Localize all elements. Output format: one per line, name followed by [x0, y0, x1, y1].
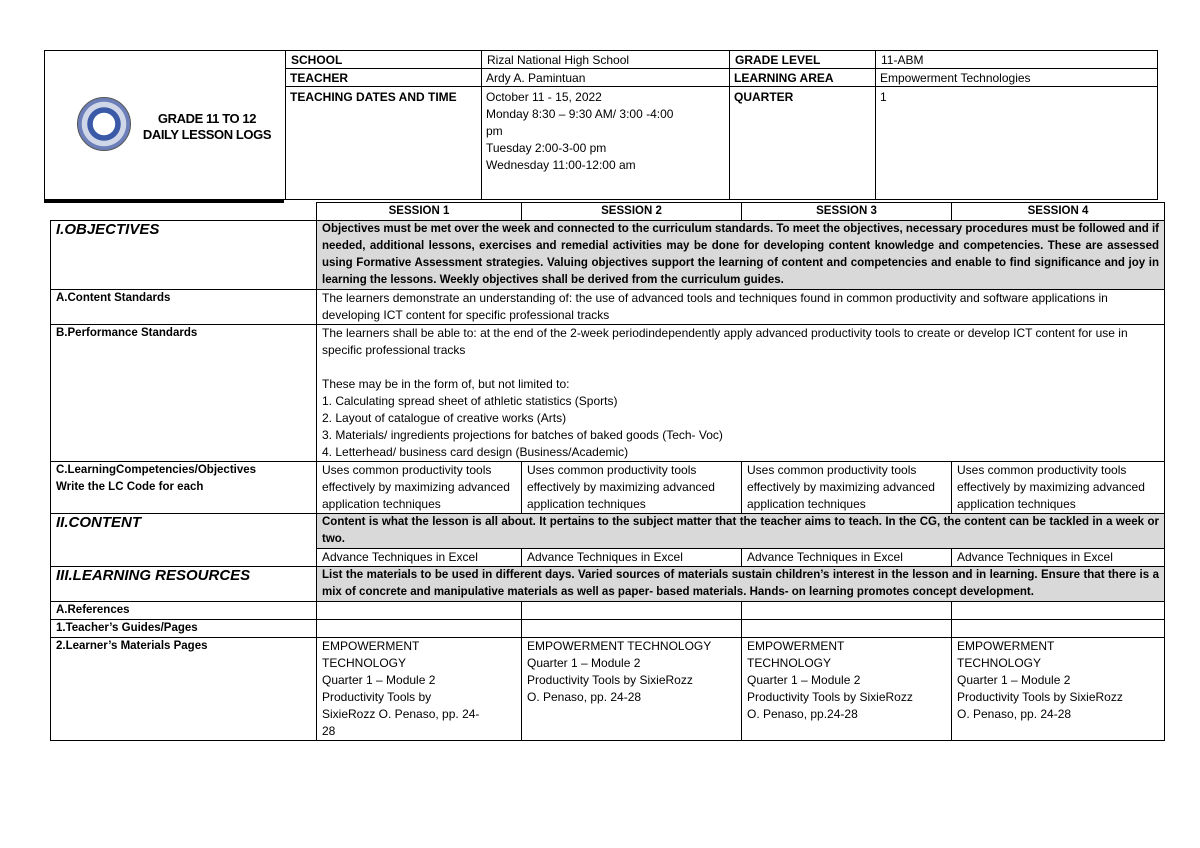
learning-area-label: LEARNING AREA — [734, 71, 834, 85]
dates-line: Wednesday 11:00-12:00 am — [486, 158, 636, 172]
resources-note: List the materials to be used in different days. Varied sources of materials sustain children’s interest in the lesson and in learning. Ensure that there is a mix of concrete and manipulative materials as well as paper- based materials. Hands- on learning promotes concept development. — [317, 567, 1165, 602]
lesson-log-table — [50, 202, 1165, 741]
content-session-2: Advance Techniques in Excel — [522, 549, 742, 567]
empty-cell — [952, 602, 1165, 620]
dates-label: TEACHING DATES AND TIME — [290, 90, 457, 104]
content-standards-label: A.Content Standards — [51, 290, 317, 325]
learners-materials-row — [51, 638, 1165, 741]
session-1-header: SESSION 1 — [317, 203, 522, 221]
material-line: EMPOWERMENT — [747, 639, 845, 653]
competencies-label — [51, 462, 317, 514]
teacher-value: Ardy A. Pamintuan — [486, 71, 586, 85]
quarter-value: 1 — [880, 90, 887, 104]
resources-label: III.LEARNING RESOURCES — [51, 567, 317, 602]
learning-area-value: Empowerment Technologies — [880, 71, 1031, 85]
empty-cell — [742, 620, 952, 638]
objectives-row — [51, 221, 1165, 290]
learners-materials-session-2 — [522, 638, 742, 741]
grade-level-label: GRADE LEVEL — [729, 51, 875, 70]
dates-value — [481, 88, 729, 175]
performance-item: 4. Letterhead/ business card design (Business/Academic) — [322, 445, 629, 459]
empty-cell — [952, 620, 1165, 638]
material-line: Productivity Tools by SixieRozz — [527, 673, 693, 687]
empty-cell — [742, 602, 952, 620]
dates-line: Monday 8:30 – 9:30 AM/ 3:00 -4:00 — [486, 107, 674, 121]
teachers-guides-label: 1.Teacher’s Guides/Pages — [51, 620, 317, 638]
empty-cell — [522, 620, 742, 638]
teacher-label: TEACHER — [290, 71, 349, 85]
grade-level-value: 11-ABM — [875, 51, 1157, 70]
performance-lead: These may be in the form of, but not limited to: — [322, 377, 570, 391]
competencies-label-line1: C.LearningCompetencies/Objectives — [56, 464, 257, 476]
dates-line: Tuesday 2:00-3-00 pm — [486, 141, 607, 155]
performance-standards-label: B.Performance Standards — [51, 325, 317, 462]
performance-standards-text — [317, 325, 1165, 462]
learners-materials-label: 2.Learner’s Materials Pages — [51, 638, 317, 741]
resources-row — [51, 567, 1165, 602]
material-line: Quarter 1 – Module 2 — [527, 656, 641, 670]
logo-cell — [45, 51, 285, 199]
competency-session-1: Uses common productivity tools effectively by maximizing advanced application techniques — [317, 462, 522, 514]
empty-corner-cell — [51, 203, 317, 221]
content-standards-text: The learners demonstrate an understanding of: the use of advanced tools and techniques found in common productivity and software applications in developing ICT content for specific professional tracks — [317, 290, 1165, 325]
logo-title-line1: GRADE 11 TO 12 — [157, 111, 257, 126]
header-grid — [285, 51, 1157, 199]
competencies-label-line2: Write the LC Code for each — [56, 481, 204, 493]
material-line: EMPOWERMENT — [322, 639, 420, 653]
material-line: TECHNOLOGY — [747, 656, 832, 670]
empty-cell — [317, 602, 522, 620]
material-line: O. Penaso, pp. 24-28 — [527, 690, 642, 704]
performance-intro: The learners shall be able to: at the end of the 2-week periodindependently apply advanced productivity tools to create or develop ICT content for use in specific professional tracks — [322, 326, 1128, 357]
dates-line: pm — [486, 124, 503, 138]
material-line: TECHNOLOGY — [322, 656, 407, 670]
performance-item: 1. Calculating spread sheet of athletic statistics (Sports) — [322, 394, 618, 408]
learners-materials-session-4 — [952, 638, 1165, 741]
content-standards-row — [51, 290, 1165, 325]
material-line: O. Penaso, pp. 24-28 — [957, 707, 1072, 721]
logo-title — [137, 111, 277, 143]
header-block — [44, 50, 1158, 200]
session-2-header: SESSION 2 — [522, 203, 742, 221]
material-line: Productivity Tools by SixieRozz — [747, 690, 913, 704]
session-header-row — [51, 203, 1165, 221]
empty-cell — [317, 620, 522, 638]
references-row — [51, 602, 1165, 620]
content-session-3: Advance Techniques in Excel — [742, 549, 952, 567]
performance-item: 2. Layout of catalogue of creative works (Arts) — [322, 411, 567, 425]
deped-seal-icon — [77, 97, 131, 151]
references-label: A.References — [51, 602, 317, 620]
learners-materials-session-1 — [317, 638, 522, 741]
objectives-label: I.OBJECTIVES — [51, 221, 317, 290]
material-line: Quarter 1 – Module 2 — [747, 673, 861, 687]
content-label: II.CONTENT — [51, 514, 317, 567]
competency-session-2: Uses common productivity tools effectively by maximizing advanced application techniques — [522, 462, 742, 514]
material-line: Productivity Tools by — [322, 690, 432, 704]
material-line: SixieRozz O. Penaso, pp. 24- — [322, 707, 480, 721]
material-line: EMPOWERMENT TECHNOLOGY — [527, 639, 712, 653]
competency-session-3: Uses common productivity tools effectively by maximizing advanced application techniques — [742, 462, 952, 514]
material-line: Quarter 1 – Module 2 — [957, 673, 1071, 687]
performance-item: 3. Materials/ ingredients projections for batches of baked goods (Tech- Voc) — [322, 428, 723, 442]
competencies-row — [51, 462, 1165, 514]
school-label: SCHOOL — [285, 51, 481, 70]
content-session-1: Advance Techniques in Excel — [317, 549, 522, 567]
empty-cell — [522, 602, 742, 620]
material-line: TECHNOLOGY — [957, 656, 1042, 670]
content-row — [51, 514, 1165, 549]
material-line: Quarter 1 – Module 2 — [322, 673, 436, 687]
dates-line: October 11 - 15, 2022 — [486, 90, 602, 104]
teachers-guides-row — [51, 620, 1165, 638]
logo-title-line2: DAILY LESSON LOGS — [142, 127, 272, 142]
material-line: Productivity Tools by SixieRozz — [957, 690, 1123, 704]
spacer — [322, 359, 1159, 376]
competency-session-4: Uses common productivity tools effectively by maximizing advanced application techniques — [952, 462, 1165, 514]
session-4-header: SESSION 4 — [952, 203, 1165, 221]
content-session-4: Advance Techniques in Excel — [952, 549, 1165, 567]
learners-materials-session-3 — [742, 638, 952, 741]
performance-standards-row — [51, 325, 1165, 462]
quarter-label: QUARTER — [734, 90, 794, 104]
session-3-header: SESSION 3 — [742, 203, 952, 221]
school-value: Rizal National High School — [481, 51, 729, 70]
material-line: O. Penaso, pp.24-28 — [747, 707, 858, 721]
content-note: Content is what the lesson is all about. It pertains to the subject matter that the teacher aims to teach. In the CG, the content can be tackled in a week or two. — [317, 514, 1165, 549]
objectives-note: Objectives must be met over the week and connected to the curriculum standards. To meet the objectives, necessary procedures must be followed and if needed, additional lessons, exercises and remedial activities may be done for developing content knowledge and competencies. These are assessed using Formative Assessment strategies. Valuing objectives support the learning of content and competencies and enable to find significance and joy in learning the lessons. Weekly objectives shall be derived from the curriculum guides. — [317, 221, 1165, 290]
material-line: 28 — [322, 724, 336, 738]
material-line: EMPOWERMENT — [957, 639, 1055, 653]
